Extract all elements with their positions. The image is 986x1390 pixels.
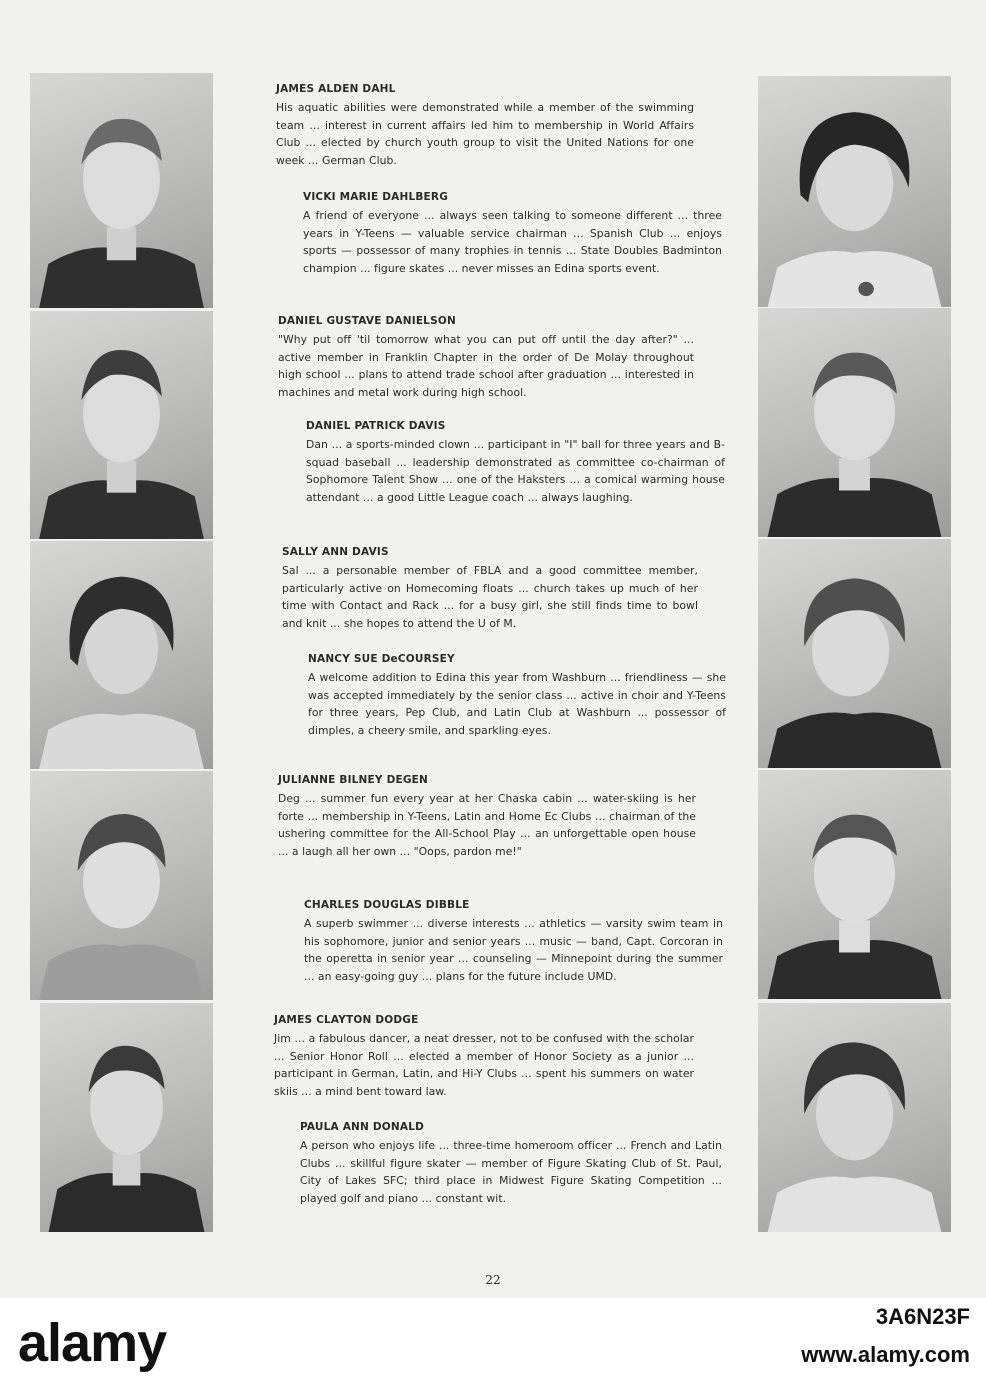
entry-charles-douglas-dibble	[304, 898, 723, 985]
student-bio: Jim ... a fabulous dancer, a neat dresser, not to be confused with the scholar ... Senior Honor Roll ... elected a member of Honor Society as a junior ... participant in German, Latin, and Hi-Y Clubs ... spent his summers on water skiis ... a mind bent toward law.	[274, 1032, 694, 1098]
student-bio: Sal ... a personable member of FBLA and a good committee member, particularly active on Homecoming floats ... church takes up much of her time with Contact and Rack ... for a busy girl, she still finds time to bowl and knit ... she hopes to attend the U of M.	[282, 564, 698, 630]
student-name: JAMES ALDEN DAHL	[276, 83, 396, 95]
portrait-photo-sally-ann-davis	[30, 541, 213, 769]
student-name: NANCY SUE DeCOURSEY	[308, 653, 455, 665]
portrait-photo-daniel-patrick-davis	[758, 308, 951, 537]
entry-daniel-patrick-davis	[306, 419, 725, 506]
portrait-photo-james-clayton-dodge	[40, 1003, 213, 1232]
entry-julianne-bilney-degen	[278, 773, 696, 860]
portrait-photo-vicki-marie-dahlberg	[758, 76, 951, 307]
student-name: JAMES CLAYTON DODGE	[274, 1014, 419, 1026]
student-name: DANIEL GUSTAVE DANIELSON	[278, 315, 456, 327]
student-bio: His aquatic abilities were demonstrated while a member of the swimming team ... interest in current affairs led him to membership in World Affairs Club ... elected by church youth group to visit the United Nations for one week ... German Club.	[276, 101, 694, 167]
entry-paula-ann-donald	[300, 1120, 722, 1207]
student-bio: Deg ... summer fun every year at her Chaska cabin ... water-skiing is her forte ... membership in Y-Teens, Latin and Home Ec Clubs ... chairman of the ushering committee for the All-School Play ... an unforgettable open house ... a laugh all her own ... "Oops, pardon me!"	[278, 792, 696, 858]
entry-james-alden-dahl	[276, 82, 694, 169]
entry-james-clayton-dodge	[274, 1013, 694, 1100]
entry-sally-ann-davis	[282, 545, 698, 632]
student-name: JULIANNE BILNEY DEGEN	[278, 774, 429, 786]
student-name: CHARLES DOUGLAS DIBBLE	[304, 899, 470, 911]
alamy-logo: alamy	[18, 1313, 167, 1373]
entry-nancy-sue-decoursey	[308, 652, 726, 739]
page-number: 22	[485, 1273, 501, 1287]
student-bio: Dan ... a sports-minded clown ... participant in "I" ball for three years and B-squad baseball ... leadership demonstrated as committee co-chairman of Sophomore Talent Show ... one of the Haksters ... a comical warming house attendant ... a good Little League coach ... always laughing.	[306, 438, 725, 504]
watermark-footer	[0, 1298, 986, 1390]
portrait-photo-julianne-bilney-degen	[30, 771, 213, 1000]
portrait-photo-james-alden-dahl	[30, 73, 213, 308]
student-bio: A welcome addition to Edina this year from Washburn ... friendliness — she was accepted immediately by the senior class ... active in choir and Y-Teens for three years, Pep Club, and Latin Club at Washburn ... possessor of dimples, a cheery smile, and sparkling eyes.	[308, 671, 726, 737]
portrait-photo-paula-ann-donald	[758, 1003, 951, 1232]
portrait-photo-nancy-sue-decoursey	[758, 539, 951, 768]
student-name: DANIEL PATRICK DAVIS	[306, 420, 446, 432]
student-name: PAULA ANN DONALD	[300, 1121, 425, 1133]
portrait-photo-charles-douglas-dibble	[758, 770, 951, 999]
portrait-photo-daniel-gustave-danielson	[30, 311, 213, 539]
student-bio: A superb swimmer ... diverse interests ... athletics — varsity swim team in his sophomore, junior and senior years ... music — band, Capt. Corcoran in the operetta in senior year ... counseling — Minnepoint during the summer ... an easy-going guy ... plans for the future include UMD.	[304, 917, 723, 983]
entry-vicki-marie-dahlberg	[303, 190, 722, 277]
student-name: SALLY ANN DAVIS	[282, 546, 389, 558]
student-bio: A person who enjoys life ... three-time homeroom officer ... French and Latin Clubs ... skillful figure skater — member of Figure Skating Club of St. Paul, City of Lakes SFC; third place in Midwest Figure Skating Competition ... played golf and piano ... constant wit.	[300, 1139, 722, 1205]
image-id-label: 3A6N23F	[875, 1304, 970, 1329]
entry-daniel-gustave-danielson	[278, 314, 694, 401]
student-bio: "Why put off 'til tomorrow what you can put off until the day after?" ... active member in Franklin Chapter in the order of De Molay throughout high school ... plans to attend trade school after graduation ... interested in machines and metal work during high school.	[278, 333, 694, 399]
student-name: VICKI MARIE DAHLBERG	[303, 191, 449, 203]
student-bio: A friend of everyone ... always seen talking to someone different ... three years in Y-Teens — valuable service chairman ... Spanish Club ... enjoys sports — possessor of many trophies in tennis ... State Doubles Badminton champion ... figure skates ... never misses an Edina sports event.	[303, 209, 722, 275]
site-url-label: www.alamy.com	[801, 1342, 970, 1367]
